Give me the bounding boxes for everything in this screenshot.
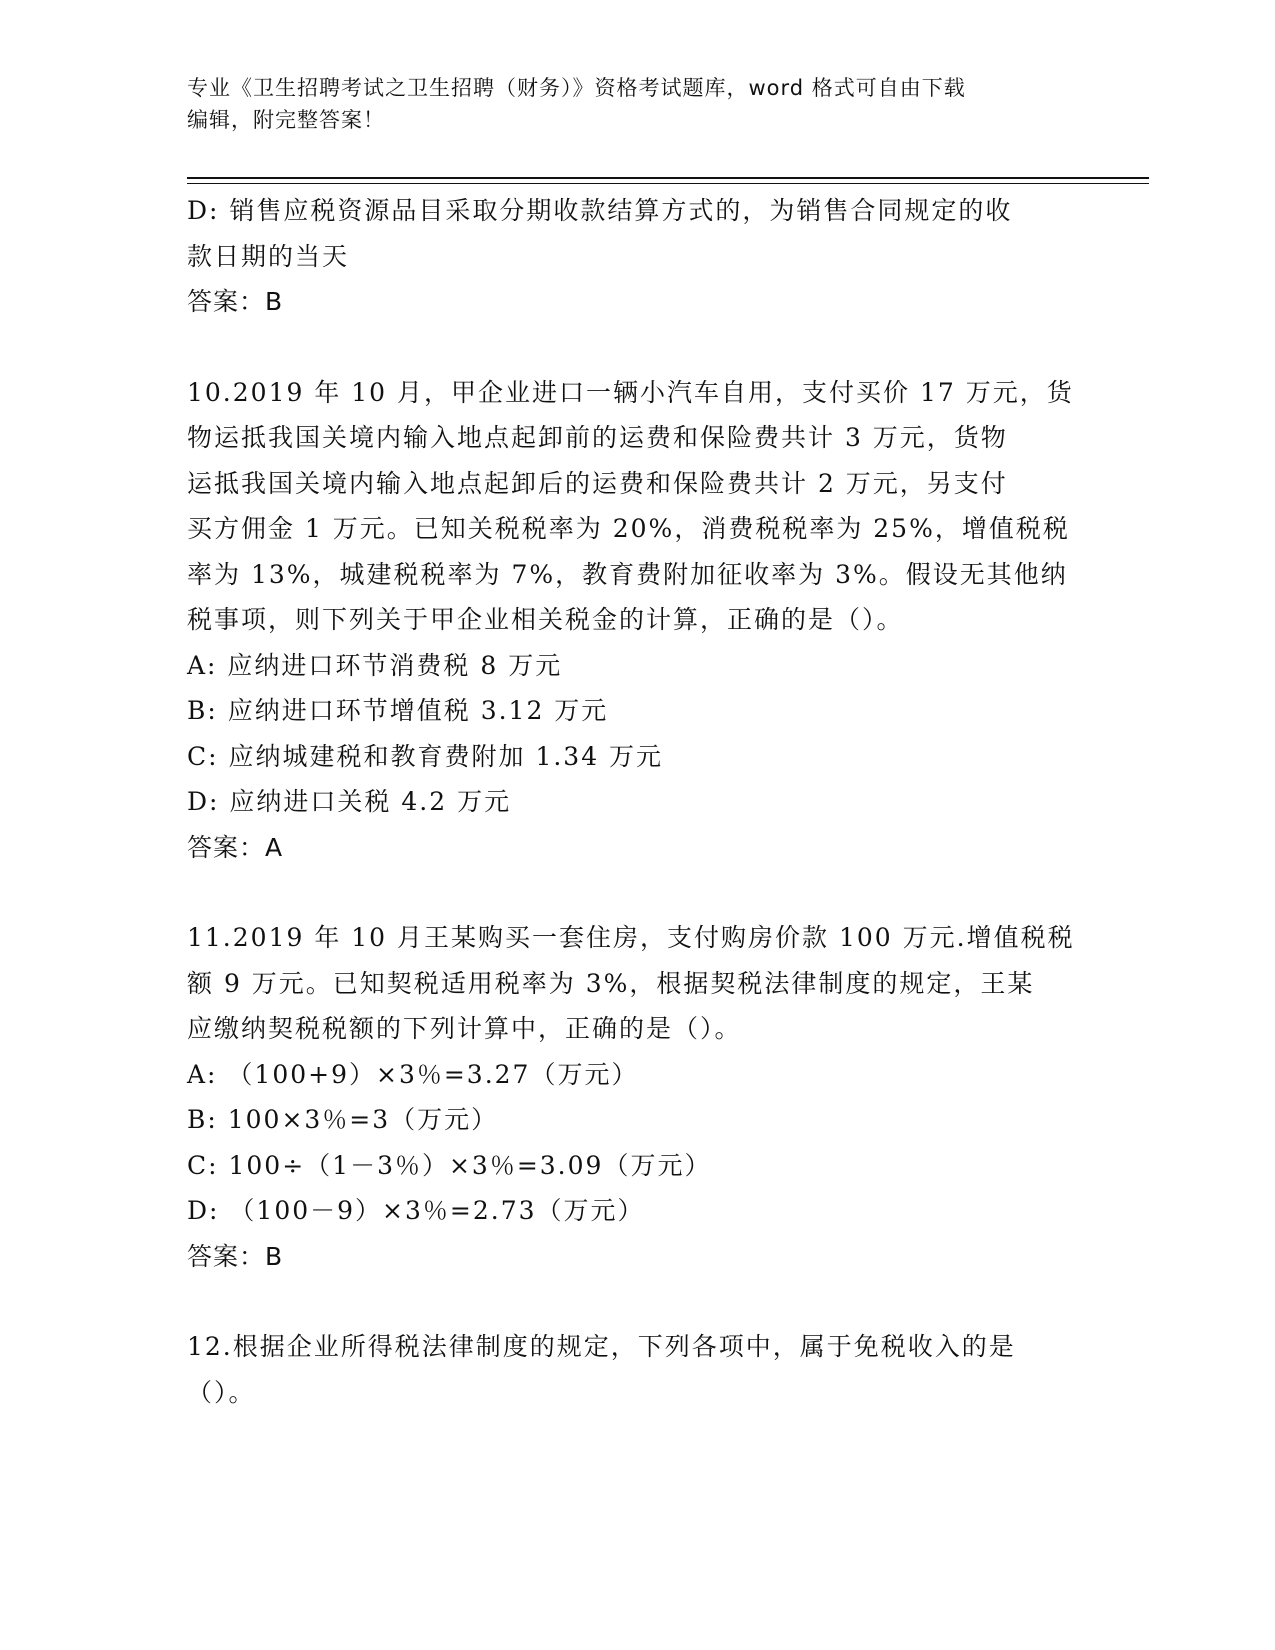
question-stem-line: 税事项，则下列关于甲企业相关税金的计算，正确的是（）。 <box>187 605 904 634</box>
question-stem-line: 应缴纳契税税额的下列计算中，正确的是（）。 <box>187 1014 742 1043</box>
header-divider-thin <box>187 183 1149 184</box>
document-header <box>187 72 1087 136</box>
question-content <box>187 188 1087 1415</box>
option-d-line-2: 款日期的当天 <box>187 241 350 271</box>
spacer <box>187 1279 1087 1324</box>
answer-line: 答案：A <box>187 832 284 862</box>
question-10 <box>187 370 1087 871</box>
option-b: B: 应纳进口环节增值税 3.12 万元 <box>187 696 609 725</box>
question-stem-line: 率为 13%，城建税税率为 7%，教育费附加征收率为 3%。假设无其他纳 <box>187 559 1068 589</box>
question-11 <box>187 915 1087 1279</box>
question-stem-line: 买方佣金 1 万元。已知关税税率为 20%，消费税税率为 25%，增值税税 <box>187 514 1070 543</box>
answer-line: 答案：B <box>187 1241 284 1271</box>
question-stem-line: 额 9 万元。已知契税适用税率为 3%，根据契税法律制度的规定，王某 <box>187 968 1035 998</box>
question-stem-line: 12.根据企业所得税法律制度的规定，下列各项中，属于免税收入的是 <box>187 1332 1016 1361</box>
question-stem-line: 10.2019 年 10 月，甲企业进口一辆小汽车自用，支付买价 17 万元，货 <box>187 377 1074 407</box>
spacer <box>187 325 1087 370</box>
option-d: D: （100－9）×3％=2.73（万元） <box>187 1196 645 1225</box>
question-stem-line: 11.2019 年 10 月王某购买一套住房，支付购房价款 100 万元.增值税税 <box>187 923 1075 952</box>
option-d: D: 应纳进口关税 4.2 万元 <box>187 787 512 816</box>
spacer <box>187 870 1087 915</box>
previous-question-tail <box>187 188 1087 325</box>
option-a: A: 应纳进口环节消费税 8 万元 <box>187 650 563 680</box>
question-12 <box>187 1324 1087 1415</box>
question-stem-line: 运抵我国关境内输入地点起卸后的运费和保险费共计 2 万元，另支付 <box>187 468 1008 498</box>
question-stem-line: 物运抵我国关境内输入地点起卸前的运费和保险费共计 3 万元，货物 <box>187 423 1008 452</box>
option-c: C: 应纳城建税和教育费附加 1.34 万元 <box>187 741 664 771</box>
question-stem-line: （）。 <box>187 1377 256 1407</box>
answer-line: 答案：B <box>187 287 284 316</box>
option-a: A: （100+9）×3％=3.27（万元） <box>187 1059 639 1089</box>
option-d-line-1: D: 销售应税资源品目采取分期收款结算方式的，为销售合同规定的收 <box>187 196 1013 225</box>
option-b: B: 100×3％=3（万元） <box>187 1105 499 1134</box>
header-line-1: 专业《卫生招聘考试之卫生招聘（财务）》资格考试题库，word 格式可自由下载 <box>187 76 966 100</box>
option-c: C: 100÷（1－3％）×3％=3.09（万元） <box>187 1150 712 1180</box>
header-line-2: 编辑，附完整答案！ <box>187 108 385 132</box>
header-divider-thick <box>187 177 1149 179</box>
